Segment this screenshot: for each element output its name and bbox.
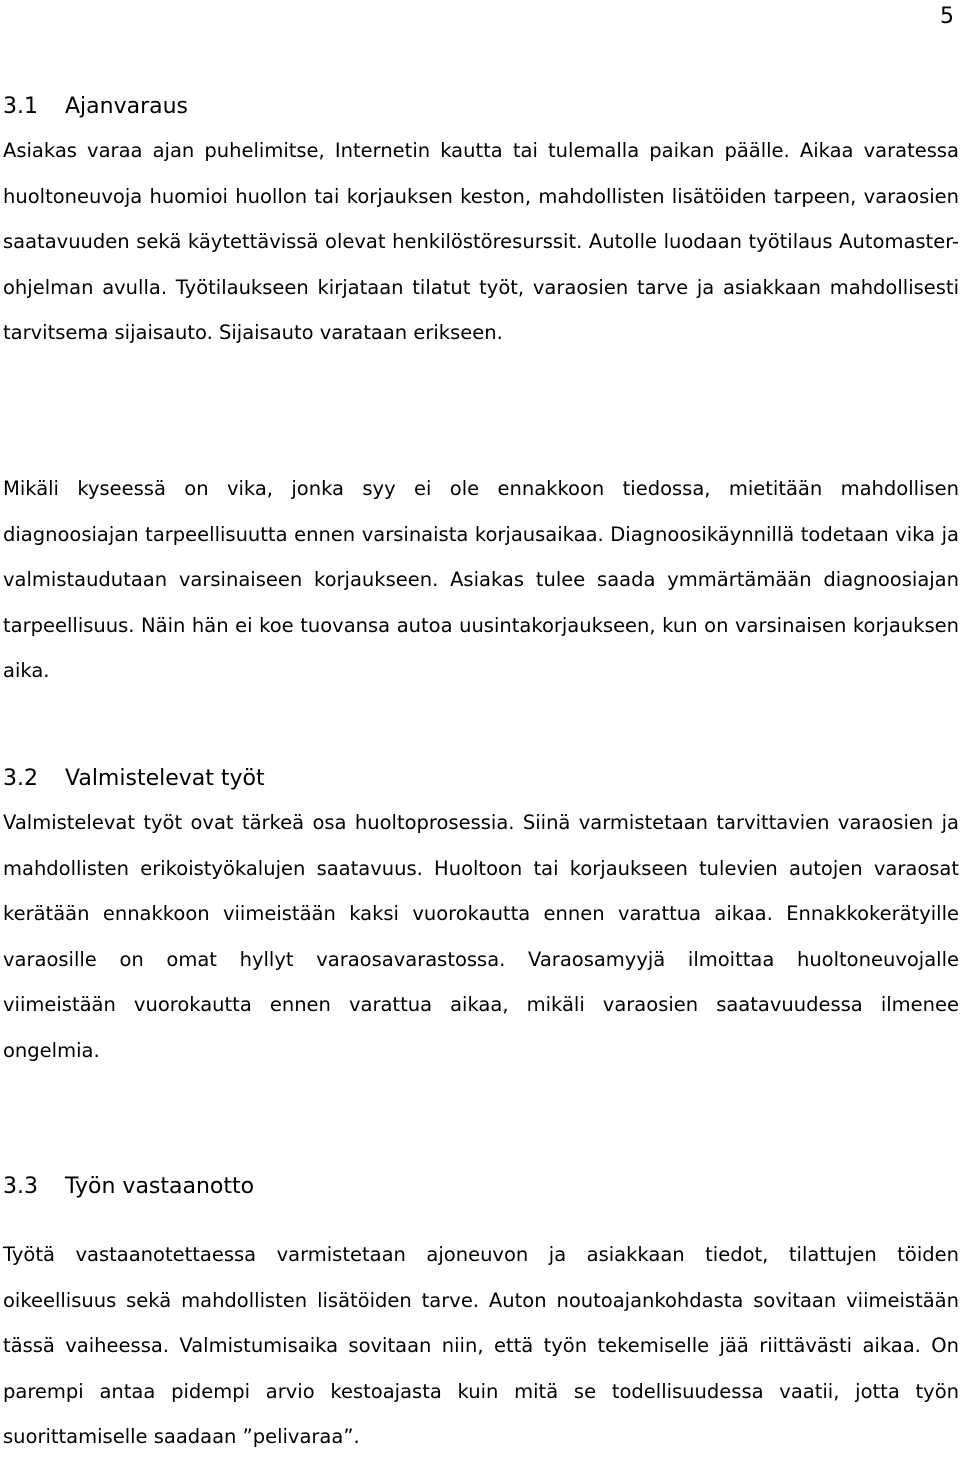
paragraph: Mikäli kyseessä on vika, jonka syy ei ole ennakkoon tiedossa, mietitään mahdollisen diagnoosiajan tarpeellisuutta ennen varsinaista korjausaikaa. Diagnoosikäynnillä todetaan vika ja valmistaudutaan varsinaiseen korjaukseen. Asiakas tulee saada ymmärtämään diagnoosiajan tarpeellisuus. Näin hän ei koe tuovansa autoa uusintakorjaukseen, kun on varsinaisen korjauksen aika. [3,477,959,683]
section-3-1-paragraph-1 [3,128,959,356]
section-heading [3,92,959,122]
section-heading [3,764,959,794]
paragraph: Työtä vastaanotettaessa varmistetaan ajoneuvon ja asiakkaan tiedot, tilattujen töiden oikeellisuus sekä mahdollisten lisätöiden tarve. Auton noutoajankohdasta sovitaan viimeistään tässä vaiheessa. Valmistumisaika sovitaan niin, että työn tekemiselle jää riittävästi aikaa. On parempi antaa pidempi arvio kestoajasta kuin mitä se todellisuudessa vaatii, jotta työn suorittamiselle saadaan ”pelivaraa”. [3,1243,959,1449]
page-number: 5 [940,4,954,29]
paragraph: Asiakas varaa ajan puhelimitse, Internetin kautta tai tulemalla paikan päälle. Aikaa varatessa huoltoneuvoja huomioi huollon tai korjauksen keston, mahdollisten lisätöiden tarpeen, varaosien saatavuuden sekä käytettävissä olevat henkilöstöresurssit. Autolle luodaan työtilaus Automaster-ohjelman avulla. Työtilaukseen kirjataan tilatut työt, varaosien tarve ja asiakkaan mahdollisesti tarvitsema sijaisauto. Sijaisauto varataan erikseen. [3,139,959,345]
section-3-2-paragraph-1 [3,800,959,1074]
section-3-3 [3,1172,959,1202]
section-3-1 [3,92,959,122]
section-heading [3,1172,959,1202]
section-number: 3.3 [3,1174,38,1199]
section-number: 3.1 [3,94,38,119]
section-title: Valmistelevat työt [65,766,265,791]
paragraph: Valmistelevat työt ovat tärkeä osa huoltoprosessia. Siinä varmistetaan tarvittavien varaosien ja mahdollisten erikoistyökalujen saatavuus. Huoltoon tai korjaukseen tulevien autojen varaosat kerätään ennakkoon viimeistään kaksi vuorokautta ennen varattua aikaa. Ennakkokerätyille varaosille on omat hyllyt varaosavarastossa. Varaosamyyjä ilmoittaa huoltoneuvojalle viimeistään vuorokautta ennen varattua aikaa, mikäli varaosien saatavuudessa ilmenee ongelmia. [3,811,959,1062]
section-number: 3.2 [3,766,38,791]
section-3-2 [3,764,959,794]
section-title: Työn vastaanotto [65,1174,255,1199]
section-3-3-paragraph-1 [3,1232,959,1460]
section-title: Ajanvaraus [65,94,189,119]
section-3-1-paragraph-2 [3,466,959,694]
